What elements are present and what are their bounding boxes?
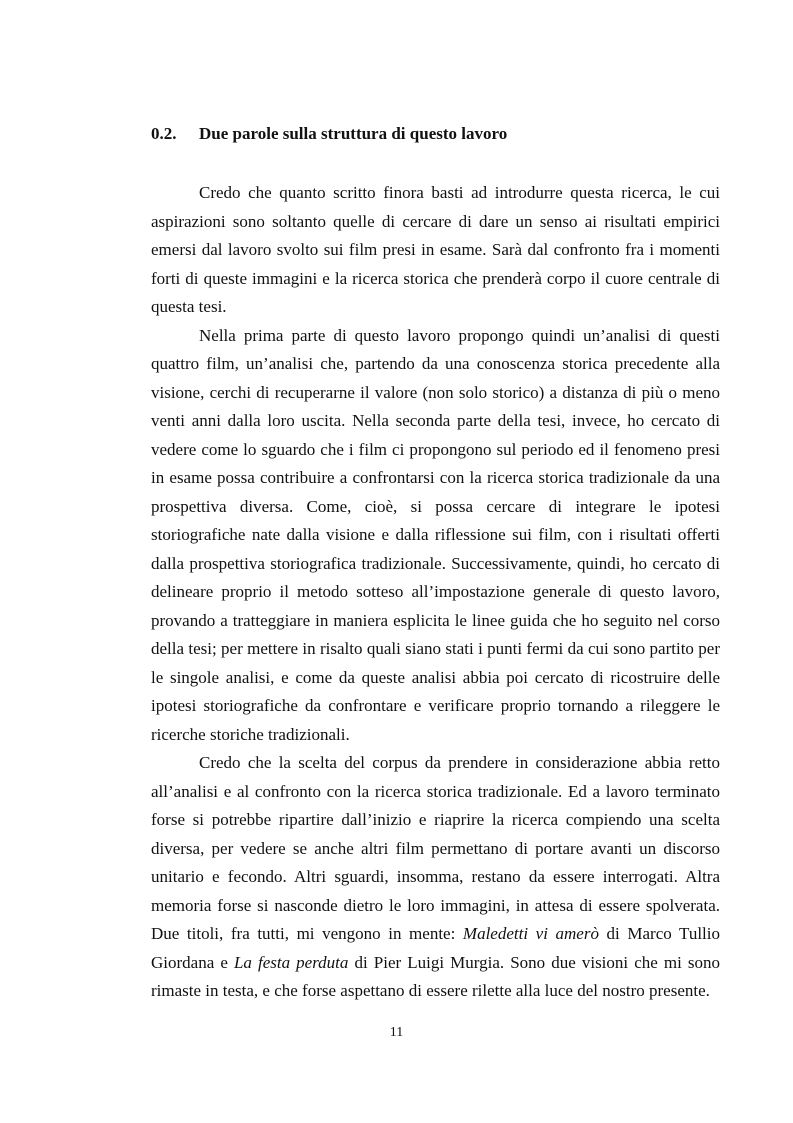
paragraph-2: Nella prima parte di questo lavoro propongo quindi un’analisi di questi quattro film, un’analisi che, partendo da una conoscenza storica precedente alla visione, cerchi di recuperarne il valore (non solo storico) a distanza di più o meno venti anni dalla loro uscita. Nella seconda parte della tesi, invece, ho cercato di vedere come lo sguardo che i film ci propongono sul periodo ed il fenomeno presi in esame possa contribuire a confrontarsi con la ricerca storica tradizionale da una prospettiva diversa. Come, cioè, si possa cercare di integrare le ipotesi storiografiche nate dalla visione e dalla riflessione sui film, con i risultati offerti dalla prospettiva storiografica tradizionale. Successivamente, quindi, ho cercato di delineare proprio il metodo sotteso all’impostazione generale di questo lavoro, provando a tratteggiare in maniera esplicita le linee guida che ho seguito nel corso della tesi; per mettere in risalto quali siano stati i punti fermi da cui sono partito per le singole analisi, e come da queste analisi abbia poi cercato di ricostruire delle ipotesi storiografiche da confrontare e verificare proprio tornando a rileggere le ricerche storiche tradizionali. [151,325,720,744]
body-text [151,179,720,1006]
section-heading [151,122,721,146]
section-number: 0.2. [151,124,177,143]
section-title: Due parole sulla struttura di questo lavoro [199,124,508,143]
film-title-festa-perduta: La festa perduta [233,952,349,972]
paragraph-3-text-middle: di Marco Tullio Giordana e [151,924,720,972]
paragraph-1: Credo che quanto scritto finora basti ad introdurre questa ricerca, le cui aspirazioni sono soltanto quelle di cercare di dare un senso ai risultati empirici emersi dal lavoro svolto sui film presi in esame. Sarà dal confronto fra i momenti forti di queste immagini e la ricerca storica che prenderà corpo il cuore centrale di questa tesi. [151,183,720,316]
paragraph-3-text-after: di Pier Luigi Murgia. Sono due visioni che mi sono rimaste in testa, e che forse aspettano di essere rilette alla luce del nostro presente. [151,952,720,1000]
film-title-maledetti: Maledetti vi amerò [462,924,599,943]
page-number: 11 [389,1025,404,1040]
paragraph-3-text-before: Credo che la scelta del corpus da prendere in considerazione abbia retto all’analisi e al confronto con la ricerca storica tradizionale. Ed a lavoro terminato forse si potrebbe ripartire dall’inizio e riaprire la ricerca compiendo una scelta diversa, per vedere se anche altri film permettano di portare avanti un discorso unitario e fecondo. Altri sguardi, insomma, restano da essere interrogati. Altra memoria forse si nasconde dietro le loro immagini, in attesa di essere spolverata. Due titoli, fra tutti, mi vengono in mente: [151,753,720,943]
paragraph-3 [151,749,720,1006]
